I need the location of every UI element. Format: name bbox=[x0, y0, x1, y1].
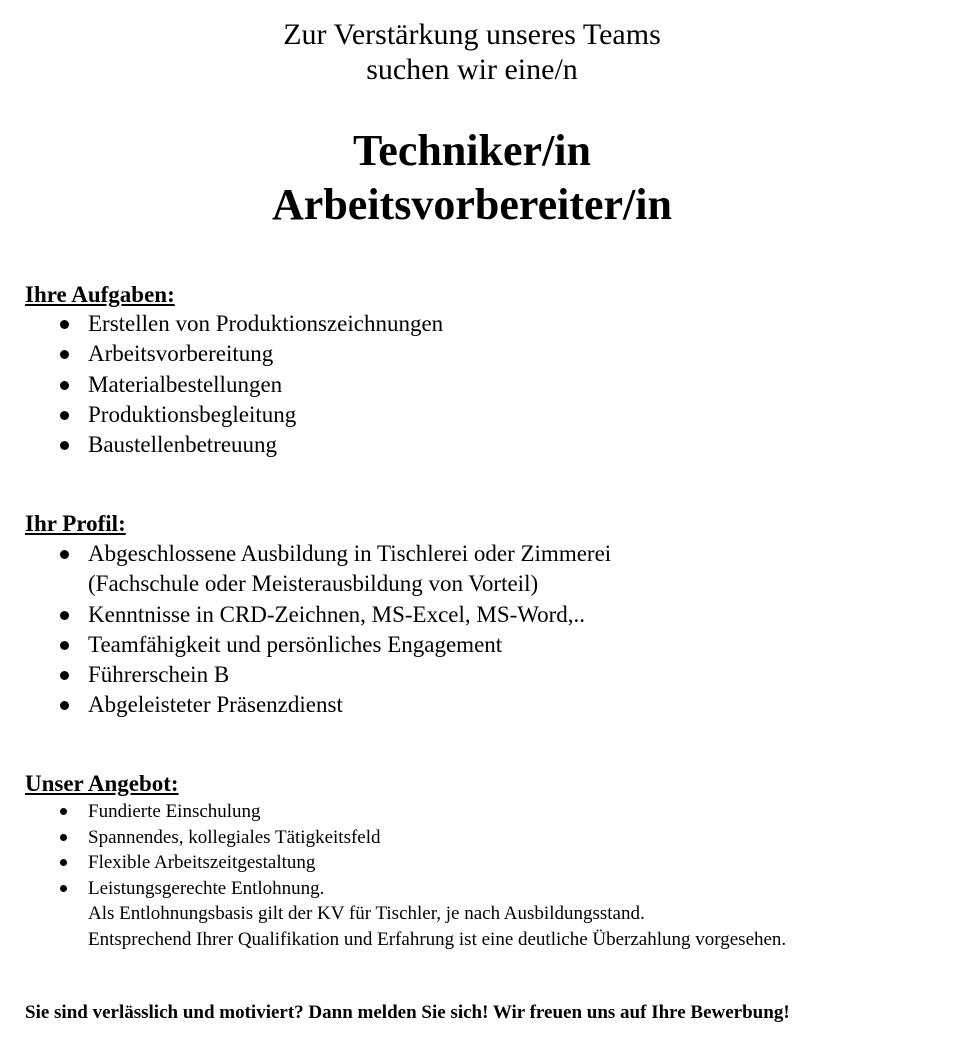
list-item: Materialbestellungen bbox=[88, 370, 443, 400]
bullet-icon bbox=[60, 859, 67, 866]
bullet-icon bbox=[60, 441, 69, 450]
list-item: Arbeitsvorbereitung bbox=[88, 339, 443, 369]
list-item: Erstellen von Produktionszeichnungen bbox=[88, 309, 443, 339]
list-item: Teamfähigkeit und persönliches Engagement bbox=[88, 630, 611, 660]
list-item: Leistungsgerechte Entlohnung. Als Entlohnungsbasis gilt der KV für Tischler, je nach Ausbildungsstand. Entsprechend Ihrer Qualifikation und Erfahrung ist eine deutliche Überzahlung vorgesehen. bbox=[88, 876, 786, 953]
angebot-heading: Unser Angebot: bbox=[25, 771, 179, 796]
profil-heading: Ihr Profil: bbox=[25, 511, 126, 536]
bullet-icon bbox=[60, 671, 69, 680]
aufgaben-list bbox=[88, 309, 443, 460]
closing-statement: Sie sind verlässlich und motiviert? Dann melden Sie sich! Wir freuen uns auf Ihre Bewerbung! bbox=[25, 1002, 790, 1023]
list-item: Baustellenbetreuung bbox=[88, 430, 443, 460]
profil-list bbox=[88, 539, 611, 721]
bullet-icon bbox=[60, 834, 67, 841]
intro-line-1: Zur Verstärkung unseres Teams bbox=[283, 18, 661, 51]
bullet-icon bbox=[60, 701, 69, 710]
aufgaben-heading: Ihre Aufgaben: bbox=[25, 282, 175, 307]
bullet-icon bbox=[60, 381, 69, 390]
list-item: Produktionsbegleitung bbox=[88, 400, 443, 430]
list-item: Abgeschlossene Ausbildung in Tischlerei oder Zimmerei (Fachschule oder Meisterausbildung von Vorteil) bbox=[88, 539, 611, 600]
job-title-line-2: Arbeitsvorbereiter/in bbox=[272, 180, 672, 229]
list-item: Kenntnisse in CRD-Zeichnen, MS-Excel, MS-Word,.. bbox=[88, 600, 611, 630]
list-item: Flexible Arbeitszeitgestaltung bbox=[88, 850, 786, 876]
bullet-icon bbox=[60, 808, 67, 815]
job-title-line-1: Techniker/in bbox=[353, 126, 591, 175]
bullet-icon bbox=[60, 350, 69, 359]
list-item: Führerschein B bbox=[88, 660, 611, 690]
list-item: Abgeleisteter Präsenzdienst bbox=[88, 690, 611, 720]
bullet-icon bbox=[60, 641, 69, 650]
bullet-icon bbox=[60, 411, 69, 420]
intro-line-2: suchen wir eine/n bbox=[366, 53, 578, 86]
intro-text bbox=[0, 17, 944, 87]
bullet-icon bbox=[60, 885, 67, 892]
list-item: Spannendes, kollegiales Tätigkeitsfeld bbox=[88, 825, 786, 851]
bullet-icon bbox=[60, 550, 69, 559]
bullet-icon bbox=[60, 320, 69, 329]
bullet-icon bbox=[60, 611, 69, 620]
list-item: Fundierte Einschulung bbox=[88, 799, 786, 825]
angebot-list bbox=[88, 799, 786, 952]
job-title bbox=[0, 124, 944, 232]
